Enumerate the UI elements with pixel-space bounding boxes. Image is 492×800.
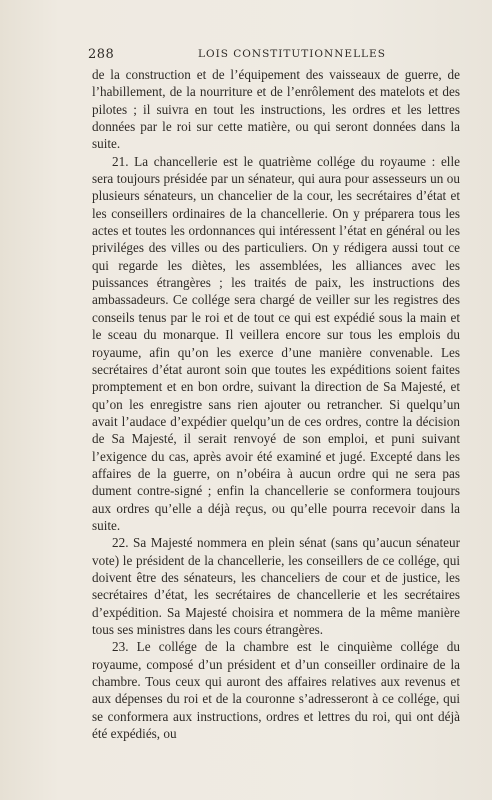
paragraph-article-22: 22. Sa Majesté nommera en plein sénat (sans qu’aucun sénateur vote) le président de la chancellerie, les conseillers de ce collége, qui doivent être des sénateurs, les chanceliers de cour et de justice, les secrétaires d’état, les secrétaires de chancellerie et les secrétaires d’expédition. Sa Majesté choisira et nommera de la même manière tous ses ministres dans les cours étrangères.: [92, 535, 460, 637]
paragraph-article-21: 21. La chancellerie est le quatrième collége du royaume : elle sera toujours présidée par un sénateur, qui aura pour assesseurs un ou plusieurs sénateurs, un chancelier de la cour, les secrétaires d’état et les conseillers ordinaires de la chancellerie. On y préparera tous les actes et toutes les ordonnances qui intéressent l’état en général ou les priviléges des villes ou des particuliers. On y rédigera aussi tout ce qui regarde les diètes, les assemblées, les alliances avec les puissances étrangères ; les traités de paix, les instructions des ambassadeurs. Ce collége sera chargé de veiller sur les registres des conseils tenus par le roi et de tout ce qui est expédié sous la main et le sceau du monarque. Il veillera encore sur tous les emplois du royaume, afin qu’on les exerce d’une manière convenable. Les secrétaires d’état auront soin que toutes les expéditions soient faites promptement et en bon ordre, suivant la direction de Sa Majesté, et qu’on les enregistre sans rien ajouter ou retrancher. Si quelqu’un avait l’audace d’expédier quelqu’un de ces ordres, contre la décision de Sa Majesté, il serait renvoyé de son emploi, et puni suivant l’exigence du cas, après avoir été examiné et jugé. Excepté dans les affaires de la guerre, on n’obéira à aucun ordre qui ne sera pas dument contre-signé ; enfin la chancellerie se conformera toujours aux ordres qu’elle a déjà reçus, ou qu’elle pourra recevoir dans la suite.: [92, 153, 460, 533]
page-header: [88, 47, 418, 63]
paragraph-continuation: de la construction et de l’équipement des vaisseaux de guerre, de l’habillement, de la nourriture et de l’enrôlement des matelots et des pilotes ; il suivra en tout les instructions, les ordres et les lettres données par le roi sur cette matière, ou qui seront données dans la suite.: [92, 67, 460, 152]
paragraph-article-23: 23. Le collége de la chambre est le cinquième collége du royaume, composé d’un président et d’un conseiller ordinaire de la chambre. Tous ceux qui auront des affaires relatives aux revenus et aux dépenses du roi et de la couronne s’adresseront à ce collége, qui se conformera aux instructions, ordres et lettres du roi, qui ont déjà été expédiés, ou: [92, 639, 460, 742]
running-title: LOIS CONSTITUTIONNELLES: [198, 48, 386, 60]
page-number: 288: [88, 47, 115, 62]
body-text: [92, 66, 460, 742]
